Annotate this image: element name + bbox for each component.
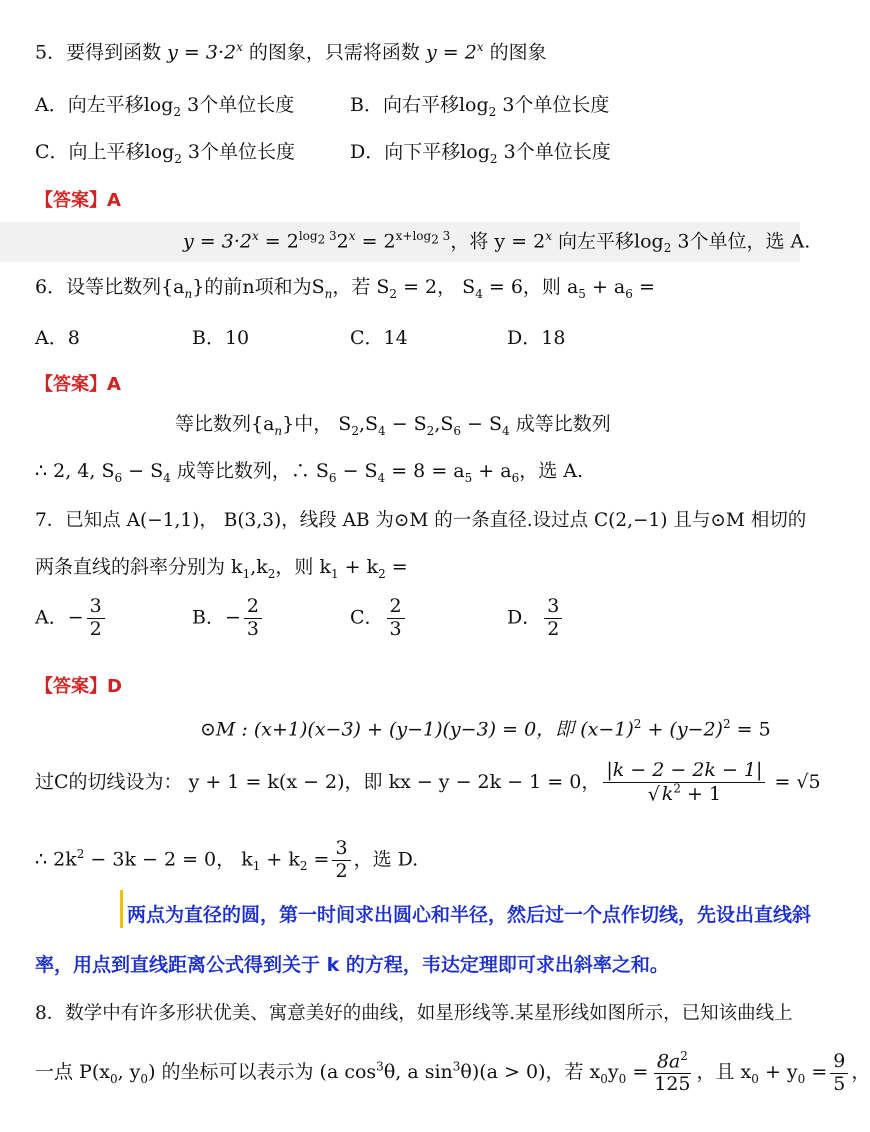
q5-option-d: D．向下平移$\log_2 3$个单位长度: [350, 141, 611, 166]
q7-solution-line3: ∴ $2k^2 - 3k - 2 = 0$， $k_1 + k_2$ = $\frac{3}{2}$ ，选 D.: [35, 837, 419, 882]
q5-option-a: A．向左平移$\log_2 3$个单位长度: [35, 94, 295, 119]
q7-solution-line2: 过C的切线设为： y + 1 = k(x − 2)，即 kx − y − 2k − 1 = 0， $\frac{|k - 2 - 2k - 1|}{√ k^2 + 1}$ = √5: [35, 759, 821, 806]
q5-option-c: C．向上平移$\log_2 3$个单位长度: [35, 141, 296, 166]
q7-option-b: B．− $\frac{2}{3}$: [192, 596, 265, 641]
q5-stem: 5．要得到函数 $y = 3\cdot 2^x$ 的图象，只需将函数 $y = 2^x$ 的图象: [35, 40, 547, 64]
q6-option-b: B．10: [192, 327, 250, 349]
q6-solution-line1: 等比数列$\{a_n\}$中， $S_2,S_4 - S_2,S_6 - S_4$ 成等比数列: [175, 413, 611, 438]
q7-stem-line2: 两条直线的斜率分别为 $k_1,k_2$，则 $k_1 + k_2$ =: [35, 556, 408, 581]
q7-answer: 【答案】D: [35, 676, 122, 697]
q7-solution-line1: ⊙M : (x+1)(x−3) + (y−1)(y−3) = 0，即 $(x-1)^2 + (y-2)^2 = 5$: [200, 717, 771, 741]
q5-answer: 【答案】A: [35, 190, 121, 211]
q6-solution-line2: ∴ 2, 4, $S_6 - S_4$ 成等比数列，∴ $S_6 - S_4 = 8 = a_5 + a_6$，选 A.: [35, 460, 584, 485]
q7-option-d: D． $\frac{3}{2}$: [507, 596, 565, 641]
q5-solution: $y = 3\cdot 2^x = 2^{log_2 3}2^x = 2^{x+log_2 3}$，将 $y = 2^x$ 向左平移$\log_2 3$个单位，选 A.: [183, 229, 811, 256]
q6-option-c: C．14: [350, 327, 408, 349]
q6-option-a: A．8: [35, 327, 80, 349]
highlight-bar: [120, 890, 123, 928]
q8-stem-line1: 8．数学中有许多形状优美、寓意美好的曲线，如星形线等.某星形线如图所示，已知该曲线上: [35, 1003, 793, 1024]
q7-hint-line1: 两点为直径的圆，第一时间求出圆心和半径，然后过一个点作切线，先设出直线斜: [127, 904, 812, 926]
q6-answer: 【答案】A: [35, 374, 121, 395]
q5-option-b: B．向右平移$\log_2 3$个单位长度: [350, 94, 610, 119]
q7-hint-line2: 率，用点到直线距离公式得到关于 k 的方程，韦达定理即可求出斜率之和。: [35, 954, 669, 976]
q7-stem-line1: 7．已知点 A(−1,1)， B(3,3)，线段 AB 为⊙M 的一条直径.设过点 C(2,−1) 且与⊙M 相切的: [35, 510, 807, 531]
q8-stem-line2: 一点 $P(x_0$, $y_0$) 的坐标可以表示为 (a $\cos^3\theta$, a $\sin^3\theta)(a > 0)$，若 $x_0y_0$ = $\frac{8a^2}{125}$ ，且 $x_0 + y_0$ = $\frac{9}{5}$ ，: [35, 1049, 870, 1096]
q7-option-c: C． $\frac{2}{3}$: [350, 596, 408, 641]
q7-option-a: A．− $\frac{3}{2}$: [35, 596, 108, 641]
q6-option-d: D．18: [507, 327, 566, 349]
q6-stem: 6．设等比数列$\{a_n\}$的前n项和为$S_n$，若 $S_2 = 2$， $S_4 = 6$，则 $a_5 + a_6$ =: [35, 276, 655, 301]
